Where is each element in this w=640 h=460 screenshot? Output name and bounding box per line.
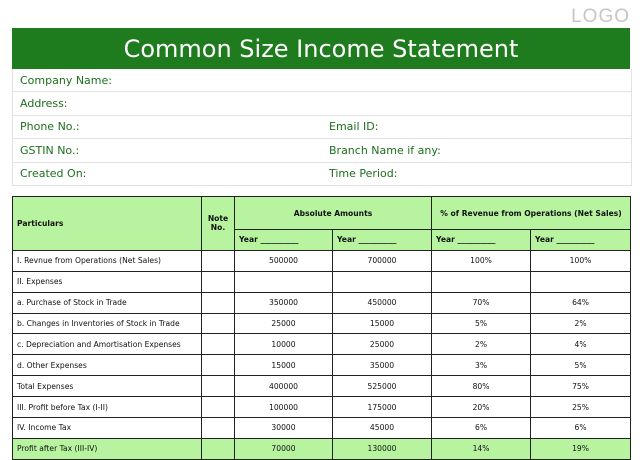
- table-row: [13, 397, 631, 418]
- row-note: [202, 334, 235, 355]
- table-row: [13, 271, 631, 292]
- phone-label: Phone No.:: [20, 120, 80, 134]
- row-label: III. Profit before Tax (I-II): [13, 397, 202, 418]
- row-percent-year-1: 20%: [432, 397, 531, 418]
- info-row-created-period: [13, 163, 631, 186]
- table-header-row: [13, 197, 631, 230]
- table-row: [13, 438, 631, 459]
- table-row: [13, 355, 631, 376]
- year-label-abs-1: Year __________: [235, 230, 333, 251]
- table-body: [13, 250, 631, 459]
- absolute-amounts-header: Absolute Amounts: [235, 197, 432, 230]
- row-percent-year-1: 5%: [432, 313, 531, 334]
- row-amount-year-1: 10000: [235, 334, 333, 355]
- row-label: a. Purchase of Stock in Trade: [13, 292, 202, 313]
- row-note: [202, 271, 235, 292]
- row-amount-year-2: 130000: [333, 438, 432, 459]
- row-amount-year-1: 15000: [235, 355, 333, 376]
- row-amount-year-1: 25000: [235, 313, 333, 334]
- row-percent-year-1: 14%: [432, 438, 531, 459]
- row-percent-year-2: 25%: [531, 397, 631, 418]
- row-amount-year-2: 25000: [333, 334, 432, 355]
- company-name-label: Company Name:: [20, 73, 112, 87]
- info-row-company: [13, 69, 631, 92]
- row-label: I. Revnue from Operations (Net Sales): [13, 250, 202, 271]
- row-label: II. Expenses: [13, 271, 202, 292]
- company-info-section: [12, 69, 632, 186]
- row-note: [202, 313, 235, 334]
- row-percent-year-1: 3%: [432, 355, 531, 376]
- table-row: [13, 313, 631, 334]
- row-label: Profit after Tax (III-IV): [13, 438, 202, 459]
- row-percent-year-1: 100%: [432, 250, 531, 271]
- email-label: Email ID:: [329, 120, 379, 134]
- table-row: [13, 292, 631, 313]
- percent-revenue-header: % of Revenue from Operations (Net Sales): [432, 197, 631, 230]
- row-percent-year-2: 64%: [531, 292, 631, 313]
- row-amount-year-2: 525000: [333, 376, 432, 397]
- row-percent-year-2: 19%: [531, 438, 631, 459]
- year-label-pct-2: Year __________: [531, 230, 631, 251]
- row-percent-year-2: 75%: [531, 376, 631, 397]
- row-amount-year-1: 30000: [235, 418, 333, 439]
- row-amount-year-1: 350000: [235, 292, 333, 313]
- row-percent-year-1: 70%: [432, 292, 531, 313]
- row-note: [202, 397, 235, 418]
- row-amount-year-2: 450000: [333, 292, 432, 313]
- row-percent-year-2: 4%: [531, 334, 631, 355]
- row-amount-year-1: 400000: [235, 376, 333, 397]
- row-amount-year-1: [235, 271, 333, 292]
- row-percent-year-2: [531, 271, 631, 292]
- row-note: [202, 376, 235, 397]
- row-note: [202, 250, 235, 271]
- page-title: Common Size Income Statement: [12, 28, 630, 69]
- time-period-label: Time Period:: [329, 167, 398, 181]
- row-amount-year-2: 45000: [333, 418, 432, 439]
- row-amount-year-2: 35000: [333, 355, 432, 376]
- row-percent-year-2: 6%: [531, 418, 631, 439]
- row-percent-year-1: [432, 271, 531, 292]
- row-label: b. Changes in Inventories of Stock in Trade: [13, 313, 202, 334]
- row-amount-year-2: 175000: [333, 397, 432, 418]
- table-row: [13, 418, 631, 439]
- row-label: IV. Income Tax: [13, 418, 202, 439]
- row-percent-year-1: 6%: [432, 418, 531, 439]
- row-amount-year-1: 70000: [235, 438, 333, 459]
- row-amount-year-1: 100000: [235, 397, 333, 418]
- created-on-label: Created On:: [20, 167, 87, 181]
- table-row: [13, 334, 631, 355]
- info-row-gstin-branch: [13, 139, 631, 162]
- income-statement-table: [12, 196, 631, 460]
- year-label-pct-1: Year __________: [432, 230, 531, 251]
- row-percent-year-2: 5%: [531, 355, 631, 376]
- particulars-header: Particulars: [13, 197, 202, 251]
- row-note: [202, 418, 235, 439]
- note-no-header: Note No.: [202, 197, 235, 251]
- row-amount-year-1: 500000: [235, 250, 333, 271]
- row-label: d. Other Expenses: [13, 355, 202, 376]
- row-percent-year-1: 80%: [432, 376, 531, 397]
- logo: LOGO: [571, 6, 630, 27]
- table-row: [13, 250, 631, 271]
- row-label: Total Expenses: [13, 376, 202, 397]
- row-note: [202, 292, 235, 313]
- info-row-address: [13, 92, 631, 115]
- row-amount-year-2: 15000: [333, 313, 432, 334]
- address-label: Address:: [20, 97, 68, 111]
- row-amount-year-2: [333, 271, 432, 292]
- row-note: [202, 438, 235, 459]
- year-label-abs-2: Year __________: [333, 230, 432, 251]
- row-percent-year-2: 100%: [531, 250, 631, 271]
- gstin-label: GSTIN No.:: [20, 143, 80, 157]
- row-label: c. Depreciation and Amortisation Expenses: [13, 334, 202, 355]
- row-percent-year-1: 2%: [432, 334, 531, 355]
- info-row-phone-email: [13, 116, 631, 139]
- row-amount-year-2: 700000: [333, 250, 432, 271]
- table-row: [13, 376, 631, 397]
- row-percent-year-2: 2%: [531, 313, 631, 334]
- branch-label: Branch Name if any:: [329, 143, 441, 157]
- row-note: [202, 355, 235, 376]
